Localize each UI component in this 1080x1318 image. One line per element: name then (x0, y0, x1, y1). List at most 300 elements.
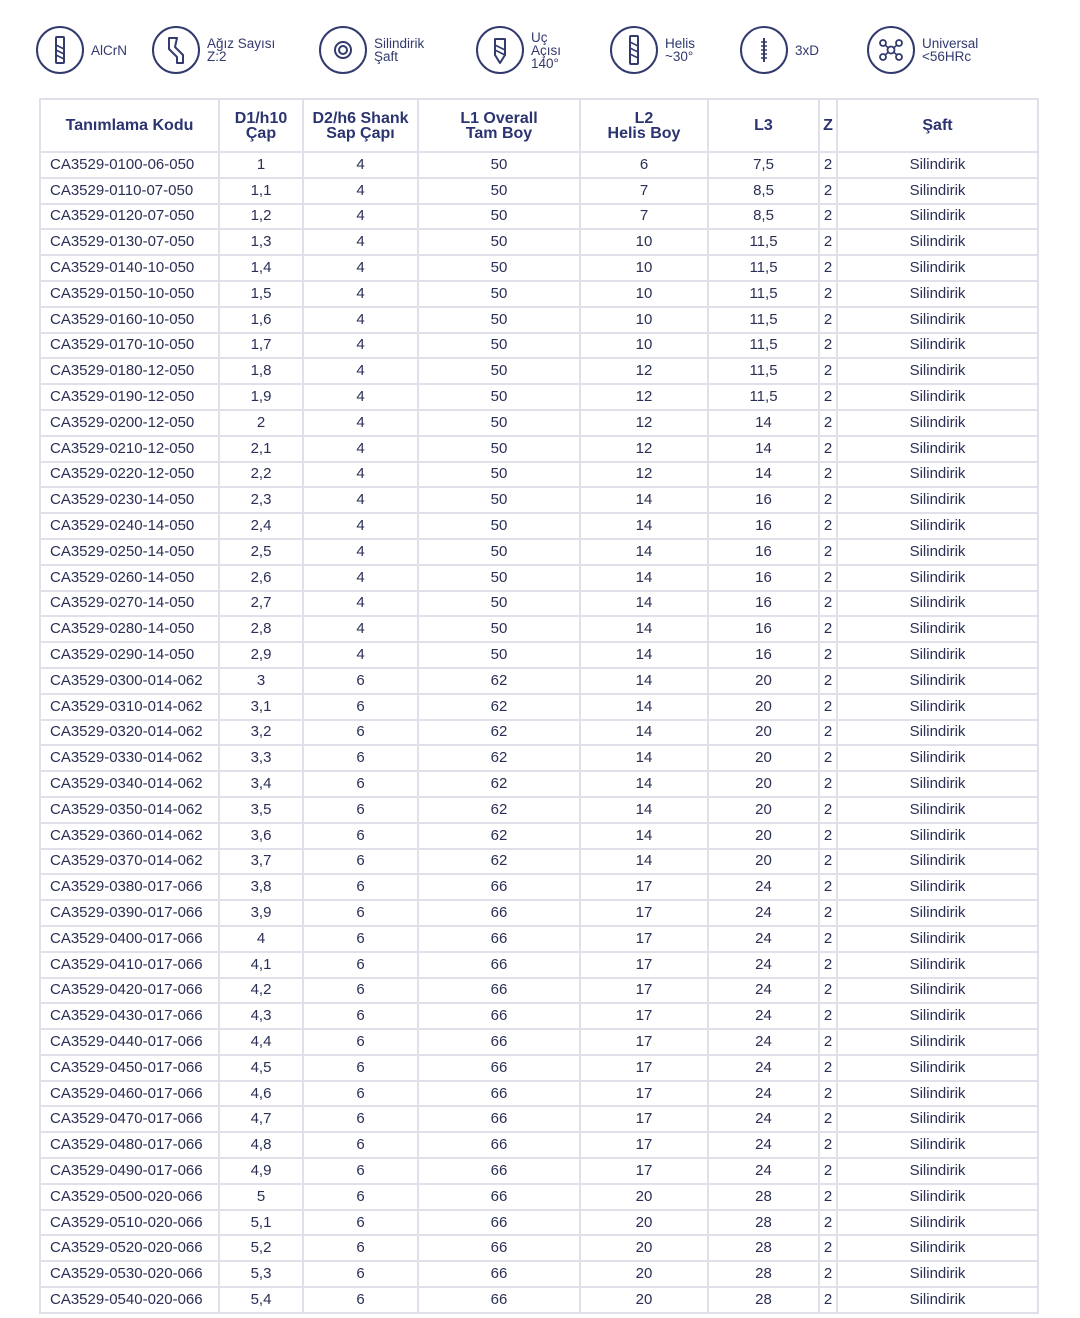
cell-z: 2 (819, 720, 837, 746)
cell-l2: 20 (580, 1235, 708, 1261)
cell-l3: 24 (708, 978, 819, 1004)
cell-l3: 11,5 (708, 229, 819, 255)
cell-shaft: Silindirik (837, 384, 1038, 410)
table-row (40, 1235, 1038, 1261)
cell-l1: 50 (418, 307, 580, 333)
cell-z: 2 (819, 539, 837, 565)
cell-d1: 2,4 (219, 513, 303, 539)
table-row (40, 1184, 1038, 1210)
cell-z: 2 (819, 1184, 837, 1210)
cell-l1: 66 (418, 1029, 580, 1055)
cell-l2: 14 (580, 513, 708, 539)
cell-shaft: Silindirik (837, 1158, 1038, 1184)
cell-d2: 6 (303, 797, 418, 823)
cell-code: CA3529-0240-14-050 (40, 513, 219, 539)
cell-shaft: Silindirik (837, 1106, 1038, 1132)
cell-l3: 24 (708, 1106, 819, 1132)
cell-l2: 10 (580, 255, 708, 281)
cell-l3: 14 (708, 436, 819, 462)
table-row (40, 487, 1038, 513)
cell-d2: 4 (303, 436, 418, 462)
cell-l3: 24 (708, 900, 819, 926)
cell-l3: 20 (708, 823, 819, 849)
cell-l2: 20 (580, 1184, 708, 1210)
cell-d2: 4 (303, 281, 418, 307)
cell-l2: 14 (580, 771, 708, 797)
table-row (40, 1132, 1038, 1158)
cell-z: 2 (819, 1003, 837, 1029)
table-body (40, 152, 1038, 1313)
cell-d2: 4 (303, 410, 418, 436)
cell-shaft: Silindirik (837, 1184, 1038, 1210)
cell-code: CA3529-0400-017-066 (40, 926, 219, 952)
cell-l1: 50 (418, 616, 580, 642)
cell-code: CA3529-0150-10-050 (40, 281, 219, 307)
cell-l1: 66 (418, 1106, 580, 1132)
table-row (40, 849, 1038, 875)
cell-code: CA3529-0500-020-066 (40, 1184, 219, 1210)
cell-d1: 4,7 (219, 1106, 303, 1132)
cell-code: CA3529-0280-14-050 (40, 616, 219, 642)
cell-d1: 5,1 (219, 1210, 303, 1236)
cell-l3: 20 (708, 745, 819, 771)
cell-code: CA3529-0470-017-066 (40, 1106, 219, 1132)
cell-shaft: Silindirik (837, 771, 1038, 797)
header-z: Z (819, 99, 837, 152)
feature-flutes (152, 24, 275, 76)
cell-l1: 66 (418, 874, 580, 900)
cell-shaft: Silindirik (837, 874, 1038, 900)
cell-shaft: Silindirik (837, 358, 1038, 384)
cell-code: CA3529-0390-017-066 (40, 900, 219, 926)
cell-shaft: Silindirik (837, 1235, 1038, 1261)
cell-d2: 4 (303, 358, 418, 384)
cell-l2: 14 (580, 591, 708, 617)
cell-l1: 62 (418, 849, 580, 875)
cell-l1: 50 (418, 642, 580, 668)
cell-l3: 20 (708, 720, 819, 746)
cell-z: 2 (819, 952, 837, 978)
cell-z: 2 (819, 152, 837, 178)
cell-d1: 5 (219, 1184, 303, 1210)
cell-d2: 6 (303, 849, 418, 875)
cell-z: 2 (819, 874, 837, 900)
cell-l2: 10 (580, 281, 708, 307)
cell-d2: 4 (303, 513, 418, 539)
cell-d1: 1 (219, 152, 303, 178)
header-l1: L1 Overall Tam Boy (418, 99, 580, 152)
cell-l2: 10 (580, 229, 708, 255)
cell-d2: 4 (303, 565, 418, 591)
table-row (40, 358, 1038, 384)
cell-code: CA3529-0380-017-066 (40, 874, 219, 900)
cylindrical-shank-icon (319, 26, 367, 74)
cell-d2: 6 (303, 978, 418, 1004)
cell-l2: 7 (580, 178, 708, 204)
cell-code: CA3529-0260-14-050 (40, 565, 219, 591)
cell-d2: 6 (303, 1055, 418, 1081)
cell-l1: 50 (418, 281, 580, 307)
table-row (40, 436, 1038, 462)
cell-l3: 28 (708, 1184, 819, 1210)
cell-l2: 14 (580, 539, 708, 565)
product-spec-table (39, 98, 1039, 1314)
cell-l2: 14 (580, 487, 708, 513)
cell-d1: 4,6 (219, 1081, 303, 1107)
cell-d1: 4,8 (219, 1132, 303, 1158)
cell-code: CA3529-0420-017-066 (40, 978, 219, 1004)
cell-code: CA3529-0330-014-062 (40, 745, 219, 771)
feature-helix-label: Helis ~30° (665, 36, 696, 64)
table-row (40, 462, 1038, 488)
cell-l2: 20 (580, 1261, 708, 1287)
cell-shaft: Silindirik (837, 565, 1038, 591)
cell-d2: 4 (303, 642, 418, 668)
cell-l3: 24 (708, 1003, 819, 1029)
cell-code: CA3529-0480-017-066 (40, 1132, 219, 1158)
cell-shaft: Silindirik (837, 436, 1038, 462)
cell-l2: 17 (580, 978, 708, 1004)
cell-l2: 14 (580, 668, 708, 694)
cell-code: CA3529-0520-020-066 (40, 1235, 219, 1261)
cell-d2: 6 (303, 1235, 418, 1261)
cell-l1: 66 (418, 1055, 580, 1081)
cell-z: 2 (819, 513, 837, 539)
table-row (40, 307, 1038, 333)
cell-l2: 17 (580, 874, 708, 900)
cell-l3: 24 (708, 952, 819, 978)
cell-d2: 6 (303, 1106, 418, 1132)
cell-shaft: Silindirik (837, 513, 1038, 539)
cell-l1: 62 (418, 720, 580, 746)
table-row (40, 1158, 1038, 1184)
cell-d1: 3,7 (219, 849, 303, 875)
cell-d1: 3,8 (219, 874, 303, 900)
cell-d2: 4 (303, 152, 418, 178)
cell-l1: 50 (418, 255, 580, 281)
table-row (40, 565, 1038, 591)
cell-d1: 1,3 (219, 229, 303, 255)
cell-l3: 24 (708, 1029, 819, 1055)
cell-code: CA3529-0540-020-066 (40, 1287, 219, 1313)
cell-l1: 62 (418, 797, 580, 823)
cell-d2: 4 (303, 462, 418, 488)
cell-d1: 3,2 (219, 720, 303, 746)
cell-shaft: Silindirik (837, 410, 1038, 436)
cell-l1: 50 (418, 539, 580, 565)
cell-l1: 50 (418, 513, 580, 539)
header-code: Tanımlama Kodu (40, 99, 219, 152)
universal-material-icon (867, 26, 915, 74)
cell-l2: 17 (580, 1158, 708, 1184)
cell-z: 2 (819, 1106, 837, 1132)
cell-l2: 14 (580, 720, 708, 746)
cell-d1: 3,9 (219, 900, 303, 926)
cell-d2: 6 (303, 1029, 418, 1055)
table-row (40, 591, 1038, 617)
cell-z: 2 (819, 436, 837, 462)
cell-z: 2 (819, 178, 837, 204)
cell-l3: 20 (708, 797, 819, 823)
cell-code: CA3529-0100-06-050 (40, 152, 219, 178)
cell-z: 2 (819, 616, 837, 642)
table-row (40, 642, 1038, 668)
cell-shaft: Silindirik (837, 978, 1038, 1004)
cell-shaft: Silindirik (837, 281, 1038, 307)
cell-l3: 20 (708, 771, 819, 797)
cell-l2: 17 (580, 1106, 708, 1132)
cell-z: 2 (819, 823, 837, 849)
cell-l3: 20 (708, 849, 819, 875)
cell-d1: 1,8 (219, 358, 303, 384)
cell-l3: 11,5 (708, 281, 819, 307)
cell-z: 2 (819, 1132, 837, 1158)
table-row (40, 255, 1038, 281)
cell-l3: 24 (708, 874, 819, 900)
cell-z: 2 (819, 849, 837, 875)
cell-shaft: Silindirik (837, 745, 1038, 771)
coating-endmill-icon (36, 26, 84, 74)
cell-z: 2 (819, 771, 837, 797)
cell-d2: 4 (303, 255, 418, 281)
cell-z: 2 (819, 462, 837, 488)
cell-d2: 6 (303, 823, 418, 849)
cell-z: 2 (819, 358, 837, 384)
cell-l3: 24 (708, 1055, 819, 1081)
table-row (40, 874, 1038, 900)
cell-d1: 1,5 (219, 281, 303, 307)
cell-l3: 20 (708, 694, 819, 720)
cell-code: CA3529-0160-10-050 (40, 307, 219, 333)
cell-l1: 50 (418, 384, 580, 410)
cell-z: 2 (819, 565, 837, 591)
cell-shaft: Silindirik (837, 307, 1038, 333)
cell-d1: 1,4 (219, 255, 303, 281)
table-row (40, 745, 1038, 771)
cell-l3: 11,5 (708, 384, 819, 410)
cell-z: 2 (819, 797, 837, 823)
cell-l2: 14 (580, 745, 708, 771)
cell-l3: 24 (708, 1081, 819, 1107)
cell-d1: 3,1 (219, 694, 303, 720)
cell-l1: 66 (418, 1184, 580, 1210)
table-row (40, 281, 1038, 307)
cell-code: CA3529-0130-07-050 (40, 229, 219, 255)
cell-d2: 6 (303, 1003, 418, 1029)
cell-l2: 7 (580, 204, 708, 230)
cell-code: CA3529-0370-014-062 (40, 849, 219, 875)
cell-z: 2 (819, 1055, 837, 1081)
cell-shaft: Silindirik (837, 720, 1038, 746)
cell-l2: 12 (580, 436, 708, 462)
table-row (40, 1210, 1038, 1236)
cell-d2: 4 (303, 384, 418, 410)
table-row (40, 1261, 1038, 1287)
cell-l3: 16 (708, 513, 819, 539)
cell-z: 2 (819, 229, 837, 255)
cell-l2: 14 (580, 616, 708, 642)
cell-shaft: Silindirik (837, 1003, 1038, 1029)
feature-depth (740, 24, 819, 76)
table-row (40, 229, 1038, 255)
feature-material (867, 24, 978, 76)
cell-d1: 2,8 (219, 616, 303, 642)
cell-l2: 14 (580, 823, 708, 849)
cell-d2: 4 (303, 616, 418, 642)
cell-l1: 62 (418, 823, 580, 849)
cell-l3: 16 (708, 642, 819, 668)
cell-d1: 1,6 (219, 307, 303, 333)
cell-d1: 5,3 (219, 1261, 303, 1287)
cell-code: CA3529-0460-017-066 (40, 1081, 219, 1107)
cell-l3: 8,5 (708, 178, 819, 204)
cell-l1: 50 (418, 333, 580, 359)
table-row (40, 204, 1038, 230)
drill-depth-icon (740, 26, 788, 74)
cell-shaft: Silindirik (837, 591, 1038, 617)
cell-d2: 4 (303, 178, 418, 204)
table-row (40, 152, 1038, 178)
feature-material-label: Universal <56HRc (922, 36, 979, 64)
cell-l1: 50 (418, 229, 580, 255)
feature-depth-label: 3xD (795, 42, 820, 58)
cell-d1: 4,2 (219, 978, 303, 1004)
cell-d1: 1,9 (219, 384, 303, 410)
cell-code: CA3529-0490-017-066 (40, 1158, 219, 1184)
cell-d2: 6 (303, 874, 418, 900)
cell-l1: 50 (418, 204, 580, 230)
cell-z: 2 (819, 978, 837, 1004)
cell-z: 2 (819, 1235, 837, 1261)
cell-d1: 4 (219, 926, 303, 952)
feature-coating (36, 24, 127, 76)
cell-l1: 66 (418, 1210, 580, 1236)
cell-l2: 17 (580, 926, 708, 952)
cell-l1: 62 (418, 745, 580, 771)
cell-z: 2 (819, 1029, 837, 1055)
cell-shaft: Silindirik (837, 694, 1038, 720)
cell-d1: 2,1 (219, 436, 303, 462)
cell-d1: 2,7 (219, 591, 303, 617)
cell-code: CA3529-0220-12-050 (40, 462, 219, 488)
cell-l3: 16 (708, 487, 819, 513)
cell-l3: 7,5 (708, 152, 819, 178)
cell-z: 2 (819, 255, 837, 281)
cell-d2: 4 (303, 591, 418, 617)
cell-d2: 6 (303, 771, 418, 797)
cell-d2: 6 (303, 1132, 418, 1158)
cell-l1: 66 (418, 1287, 580, 1313)
table-row (40, 1029, 1038, 1055)
cell-l2: 17 (580, 1029, 708, 1055)
cell-shaft: Silindirik (837, 178, 1038, 204)
cell-d2: 6 (303, 1184, 418, 1210)
cell-z: 2 (819, 410, 837, 436)
table-row (40, 1106, 1038, 1132)
cell-l3: 11,5 (708, 358, 819, 384)
cell-l3: 24 (708, 1132, 819, 1158)
cell-code: CA3529-0180-12-050 (40, 358, 219, 384)
table-row (40, 694, 1038, 720)
table-row (40, 771, 1038, 797)
cell-l3: 16 (708, 616, 819, 642)
cell-shaft: Silindirik (837, 1287, 1038, 1313)
cell-shaft: Silindirik (837, 849, 1038, 875)
cell-z: 2 (819, 307, 837, 333)
cell-code: CA3529-0140-10-050 (40, 255, 219, 281)
table-row (40, 410, 1038, 436)
cell-d1: 2,6 (219, 565, 303, 591)
cell-code: CA3529-0250-14-050 (40, 539, 219, 565)
cell-l1: 50 (418, 487, 580, 513)
cell-d1: 4,4 (219, 1029, 303, 1055)
cell-z: 2 (819, 591, 837, 617)
cell-z: 2 (819, 745, 837, 771)
cell-z: 2 (819, 333, 837, 359)
table-row (40, 952, 1038, 978)
table-row (40, 668, 1038, 694)
cell-shaft: Silindirik (837, 926, 1038, 952)
cell-l3: 28 (708, 1287, 819, 1313)
cell-shaft: Silindirik (837, 255, 1038, 281)
cell-l3: 11,5 (708, 255, 819, 281)
cell-l3: 14 (708, 462, 819, 488)
cell-z: 2 (819, 668, 837, 694)
cell-d2: 6 (303, 1210, 418, 1236)
cell-l1: 50 (418, 178, 580, 204)
cell-l1: 66 (418, 926, 580, 952)
cell-d2: 6 (303, 694, 418, 720)
cell-code: CA3529-0310-014-062 (40, 694, 219, 720)
cell-l1: 50 (418, 358, 580, 384)
cell-d2: 6 (303, 926, 418, 952)
cell-l1: 50 (418, 591, 580, 617)
cell-z: 2 (819, 694, 837, 720)
cell-l2: 14 (580, 694, 708, 720)
table-row (40, 178, 1038, 204)
table-row (40, 978, 1038, 1004)
flute-count-icon (152, 26, 200, 74)
cell-code: CA3529-0120-07-050 (40, 204, 219, 230)
cell-d2: 6 (303, 668, 418, 694)
cell-d2: 6 (303, 1081, 418, 1107)
cell-shaft: Silindirik (837, 797, 1038, 823)
cell-d1: 3,6 (219, 823, 303, 849)
feature-shank-label: Silindirik Şaft (374, 36, 425, 64)
cell-z: 2 (819, 642, 837, 668)
cell-l1: 50 (418, 462, 580, 488)
cell-d2: 6 (303, 952, 418, 978)
cell-z: 2 (819, 1081, 837, 1107)
cell-l1: 66 (418, 1235, 580, 1261)
cell-code: CA3529-0270-14-050 (40, 591, 219, 617)
cell-z: 2 (819, 487, 837, 513)
cell-z: 2 (819, 1210, 837, 1236)
cell-d2: 4 (303, 229, 418, 255)
cell-shaft: Silindirik (837, 952, 1038, 978)
cell-code: CA3529-0300-014-062 (40, 668, 219, 694)
header-l3: L3 (708, 99, 819, 152)
cell-l1: 66 (418, 1003, 580, 1029)
cell-z: 2 (819, 204, 837, 230)
feature-helix (610, 24, 695, 76)
table-row (40, 797, 1038, 823)
cell-shaft: Silindirik (837, 1081, 1038, 1107)
cell-d1: 4,5 (219, 1055, 303, 1081)
feature-flutes-label: Ağız Sayısı Z:2 (207, 36, 276, 64)
cell-l1: 62 (418, 771, 580, 797)
cell-l1: 66 (418, 900, 580, 926)
